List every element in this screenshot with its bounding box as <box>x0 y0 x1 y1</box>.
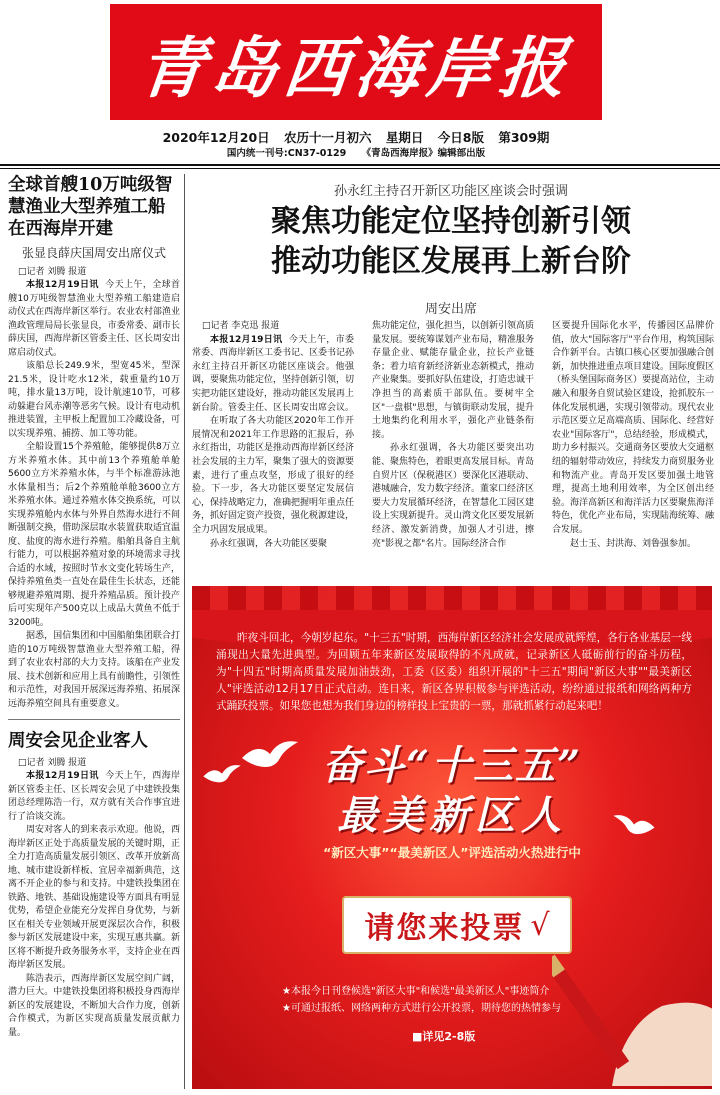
issue-weekday: 星期日 <box>385 130 424 145</box>
masthead <box>110 4 602 120</box>
main-article-paragraph: 在听取了各大功能区2020年工作开展情况和2021年工作思路的汇报后，孙永红指出，功能区是推动西海岸新区经济社会发展的主力军，聚集了强大的资源要素，进行了重点攻坚，形成了很好的经验。下一步，各大功能区要坚定发展信心，保持战略定力，准确把握明年重点任务，抓好固定资产投资，强化税源建设，全力巩固发展成果。 <box>192 416 354 535</box>
lead-article-title[interactable]: 全球首艘10万吨级智慧渔业大型养殖工船在西海岸开建 <box>8 175 173 239</box>
note-line-1: ★本报今日刊登候选"新区大事"和候选"最美新区人"事迹简介 <box>282 986 550 997</box>
issue-line <box>110 128 602 146</box>
issue-number: 第309期 <box>498 130 550 145</box>
main-headline-line1: 聚焦功能定位坚持创新引领 <box>271 204 631 239</box>
main-article-column-2 <box>372 320 534 568</box>
lead-article-paragraph: 全船设置15个养殖舱，能够提供8万立方米养殖水体。其中前13个养殖舱单舱5600立方米养殖水体，与半个标准游泳池水体量相当；后2个养殖舱单舱3600立方米养殖水体。通过养殖水体交换系统，可以实现养殖舱内水体与外界自然海水进行不间断强制交换，借助深层取水装置获取适宜温度、盐度的海水进行养殖。船舶具备自主航行能力，可以根据养殖对象的环境需求寻找合适的水域，按照时节水文变化转场生产，保持养殖鱼类一直处在最佳生长状态，还能够规避养殖周期、提升养殖品质。预计投产后可实现年产500克以上成品大黄鱼不低于3200吨。 <box>8 442 180 628</box>
main-headline-line2: 推动功能区发展再上新台阶 <box>271 244 631 279</box>
second-article-byline: □记者 刘腾 报道 <box>18 758 87 768</box>
main-article-body <box>192 320 714 568</box>
main-article-paragraph: 本报12月19日讯 今天上午，市委常委、西海岸新区工委书记、区委书记孙永红主持召开新区功能区座谈会。他强调，要聚焦功能定位，坚持创新引领，切实把功能区建设好，推动功能区发展再上新台阶。管委主任、区长周安出席会议。 <box>192 334 354 413</box>
slogan-line2: 最美新区人 <box>337 792 567 839</box>
column-divider <box>184 174 185 1089</box>
lead-article-paragraph: 本报12月19日讯 今天上午，全球首艘10万吨级智慧渔业大型养殖工船建造启动仪式在西海岸新区举行。农业农村部渔业渔政管理局局长张显良，市委常委、副市长薛庆国，西海岸新区管委主任、区长周安出席启动仪式。 <box>8 280 180 358</box>
publisher-code: 国内统一刊号:CN37-0129 <box>226 148 347 159</box>
promo-banner[interactable] <box>192 586 712 1089</box>
header-rule-thin <box>0 168 720 169</box>
vote-button[interactable] <box>342 896 572 954</box>
lead-article-paragraph: 该船总长249.9米，型宽45米，型深21.5米，设计吃水12米，载重量约10万吨，排水量13万吨，设计航速10节，可移动躲避台风赤潮等恶劣气候。设计有电动机推进装置，主甲板上配置加工冷藏设备，可以实现养殖、捕捞、加工等功能。 <box>8 361 180 439</box>
event-line: “新区大事”“最美新区人”评选活动火热进行中 <box>323 845 581 860</box>
second-article-title[interactable]: 周安会见企业客人 <box>8 731 148 751</box>
lead-article-subtitle: 张显良薛庆国周安出席仪式 <box>21 246 166 260</box>
masthead-title: 青岛西海岸报 <box>135 28 576 107</box>
lead-article-dateline: 本报12月19日讯 <box>26 280 99 290</box>
issue-lunar: 农历十一月初六 <box>284 130 372 145</box>
main-article-column-3 <box>552 320 714 568</box>
article-separator <box>8 719 180 720</box>
issue-pages: 今日8版 <box>437 130 484 145</box>
left-column <box>8 174 180 1089</box>
main-article-deck: 周安出席 <box>424 302 477 317</box>
main-article-headline[interactable] <box>190 202 712 282</box>
main-article-column-1 <box>192 320 354 568</box>
publisher-line <box>110 145 602 159</box>
check-icon: √ <box>530 907 550 943</box>
vote-label: 请您来投票 <box>364 911 525 946</box>
main-article-dateline: 本报12月19日讯 <box>210 334 283 345</box>
main-article-paragraph: 孙永红强调，各大功能区要突出功能、聚焦特色，着眼更高发展目标。青岛自贸片区（保税港区）要深化区港联动、港城融合，发力数字经济。董家口经济区要大力发展循环经济，在智慧化工园区建设上实现新提升。灵山湾文化区要发展新经济、激发新消费，加强人才引进，擦亮"影视之都"名片。国际经济合作 <box>372 443 534 549</box>
second-article-paragraph: 本报12月19日讯 今天上午，西海岸新区管委主任、区长周安会见了中建铁投集团总经理陈浩一行，双方就有关合作事宜进行了洽谈交流。 <box>8 771 180 822</box>
main-article-byline: □记者 李克迅 报道 <box>202 321 280 331</box>
header-rule <box>0 164 720 166</box>
slogan-line1: 奋斗“十三五” <box>321 742 582 789</box>
main-article-paragraph: 焦功能定位，强化担当，以创新引领高质量发展。要统筹谋划产业布局，精准服务存量企业、赋能存量企业，拉长产业链条；着力培育新经济新业态新模式，推动产业聚集。要抓好队伍建设，打造忠诚干净担当的高素质干部队伍。要树牢全区"一盘棋"思想，与镇街联动发展，提升土地集约化利用水平，强化产业链条衔接。 <box>372 321 534 440</box>
publisher-dept: 《青岛西海岸报》编辑部出版 <box>361 148 486 159</box>
lead-article-paragraph: 据悉，国信集团和中国船舶集团联合打造的10万吨级智慧渔业大型养殖工船，得到了农业农村部的大力支持。该船在产业发展、技术创新和应用上具有前瞻性，引领性和示范性，对我国开展深远海养殖、拓展深远海养殖空间具有重要意义。 <box>8 631 180 709</box>
main-article-paragraph: 孙永红强调，各大功能区要聚 <box>210 538 328 549</box>
second-article-paragraph: 周安对客人的到来表示欢迎。他说，西海岸新区正处于高质量发展的关键时期，正全力打造高质量发展引领区、改革开放新高地、城市建设新样板、宜居幸福新典范，这离不开企业的参与和支持。中建铁投集团在铁路、地铁、基础设施建设等方面具有明显优势，希望企业能充分发挥自身优势，与新区在相关专业领域开展更深层次合作，积极参与新区发展建设中来，实现互惠共赢。新区将不断提升政务服务水平，支持企业在西海岸新区发展。 <box>8 825 180 970</box>
main-article-paragraph: 赵士玉、封洪海、刘鲁强参加。 <box>570 538 697 549</box>
main-article-paragraph: 区要提升国际化水平，传播园区品牌价值，放大"国际客厅"平台作用，构筑国际合作新平台。古镇口核心区要加强融合创新，加快推进重点项目建设。国际度假区（桥头堡国际商务区）要提高站位，主动融入和服务自贸试验区建设，抢抓胶东一体化发展机遇，实现引领带动。现代农业示范区要立足高端高质、国际化、经营好农业"国际客厅"，总结经验，形成模式，助力乡村振兴。交通商务区要放大交通枢纽的辐射带动效应，持续发力商贸服务业和物流产业。青岛开发区要加强土地管理，提高土地利用效率，为全区创出经验。海洋高新区和海洋活力区要聚焦海洋特色，优化产业布局，实现陆海统筹、融合发展。 <box>552 321 714 535</box>
main-article-kicker: 孙永红主持召开新区功能区座谈会时强调 <box>333 184 568 199</box>
lead-article-byline: □记者 刘腾 报道 <box>18 267 87 277</box>
second-article-paragraph: 陈浩表示，西海岸新区发展空间广阔，潜力巨大。中建铁投集团将积极投身西海岸新区的发展建设，不断加大合作力度，创新合作模式，为新区实现高质量发展贡献力量。 <box>8 973 180 1038</box>
note-line-2: ★可通过报纸、网络两种方式进行公开投票，期待您的热情参与 <box>282 1003 561 1014</box>
issue-date: 2020年12月20日 <box>162 130 270 145</box>
see-pages-link[interactable]: ■详见2-8版 <box>412 1030 476 1043</box>
second-article-dateline: 本报12月19日讯 <box>26 771 99 781</box>
promo-intro: 昨夜斗回北，今朝岁起东。"十三五"时期，西海岸新区经济社会发展成就辉煌，各行各业基层一线涌现出大量先进典型。为回顾五年来新区发展取得的不凡成就，记录新区人砥砺前行的奋斗历程，为"十四五"时期高质量发展加油鼓劲，工委（区委）组织开展的"十三五"期间"新区大事""最美新区人"评选活动12月17日正式启动。连日来，新区各界积极参与评选活动，纷纷通过报纸和网络两种方式踊跃投票。如果您也想为我们身边的榜样投上宝贵的一票，那就抓紧行动起来吧！ <box>216 632 692 712</box>
